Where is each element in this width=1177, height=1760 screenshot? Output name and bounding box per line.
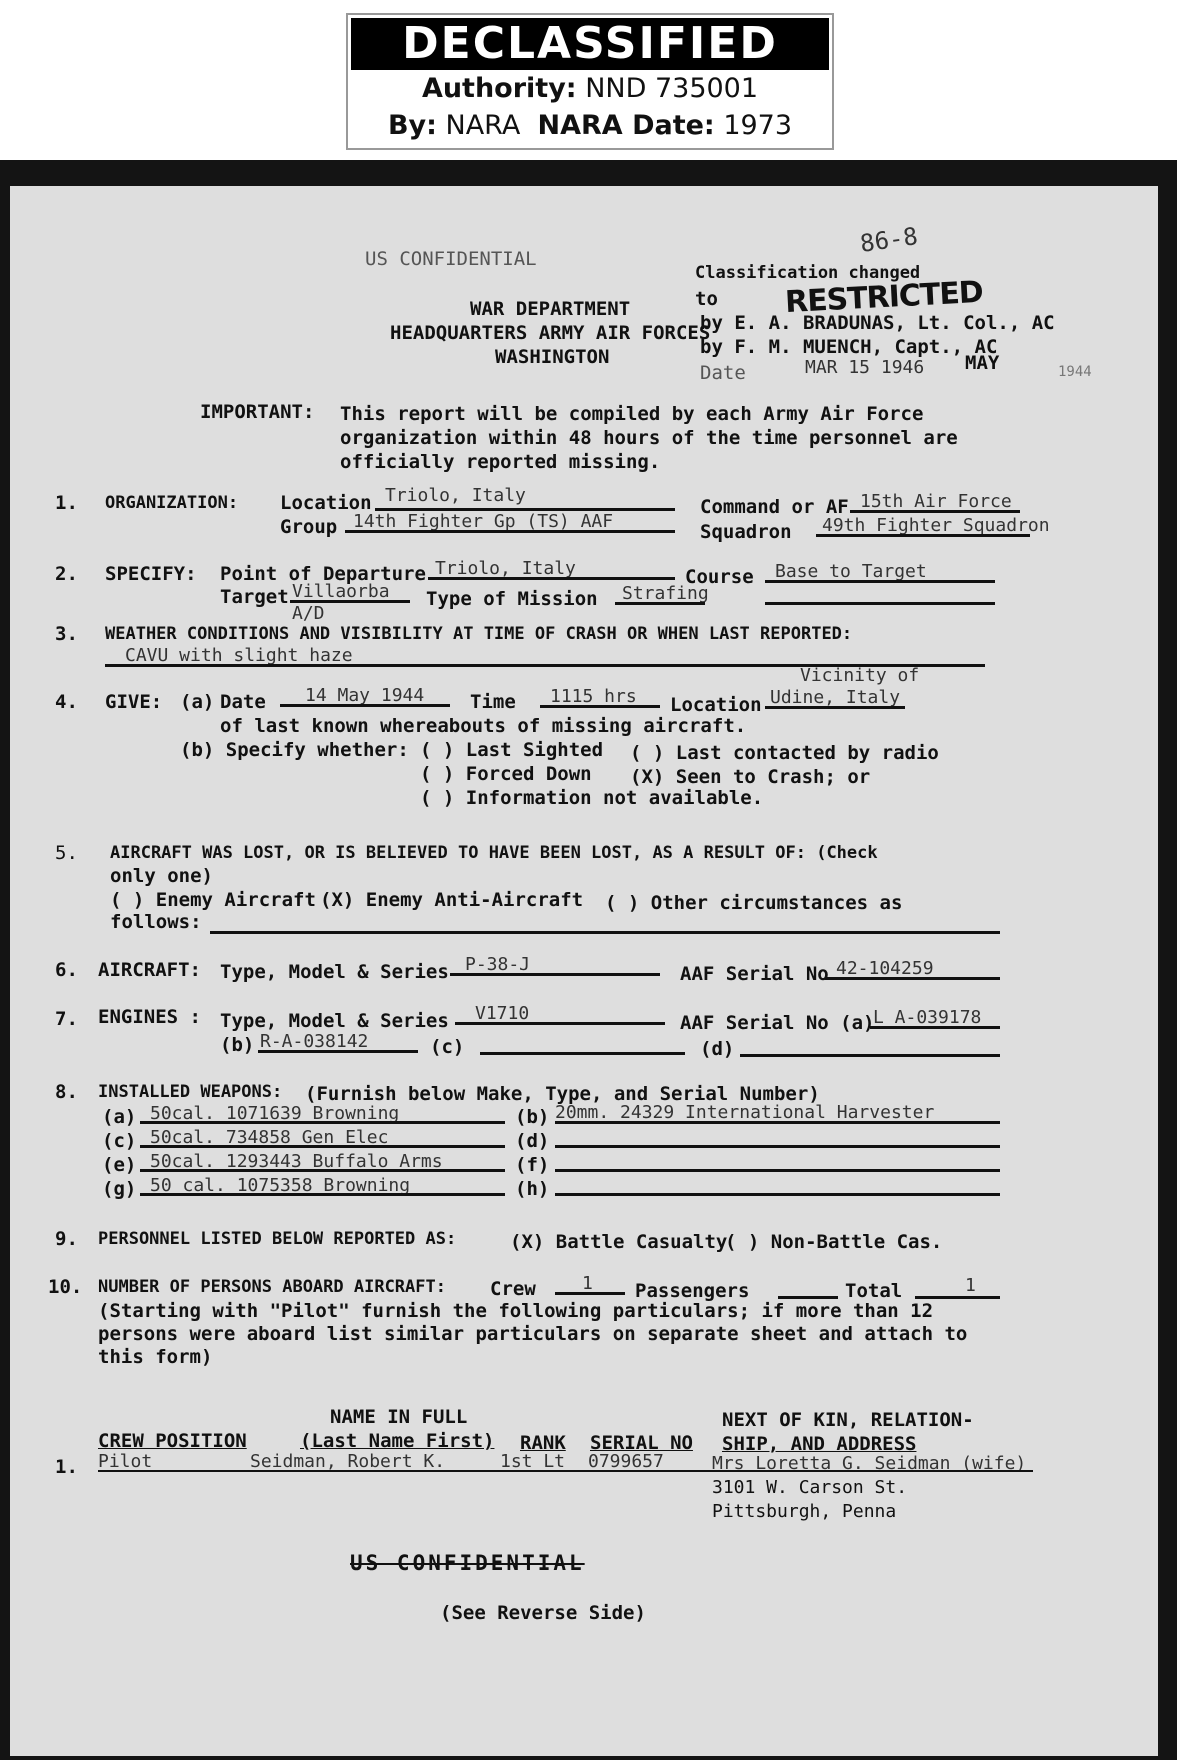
s8-f-label: (f)	[515, 1154, 550, 1176]
s8-h-label: (h)	[515, 1178, 550, 1200]
s2-course-line	[765, 580, 995, 583]
s2-label: SPECIFY:	[105, 563, 197, 585]
s8-h-line	[555, 1193, 1000, 1196]
s6-type-line	[450, 973, 660, 976]
important-line1: This report will be compiled by each Army Air Force	[340, 403, 924, 425]
us-confidential-top: US CONFIDENTIAL	[365, 248, 537, 270]
s1-command-label: Command or AF	[700, 496, 849, 518]
crew-h-serial: SERIAL NO	[590, 1432, 693, 1454]
s7-d-line	[740, 1054, 1000, 1057]
s2-target-2: A/D	[292, 603, 325, 624]
s4-location-line	[765, 706, 905, 709]
see-reverse-side: (See Reverse Side)	[440, 1602, 646, 1624]
important-line2: organization within 48 hours of the time personnel are	[340, 427, 958, 449]
hq-army-air-forces: HEADQUARTERS ARMY AIR FORCES	[390, 322, 711, 344]
crew-row-number: 1.	[55, 1456, 78, 1478]
s4-whereabouts: of last known whereabouts of missing aircraft.	[220, 715, 747, 737]
s10-crew-label: Crew	[490, 1278, 536, 1300]
s10-passengers-line	[778, 1296, 838, 1299]
s4-b: (b) Specify whether:	[180, 739, 409, 761]
crew-h-name-2: (Last Name First)	[300, 1430, 495, 1452]
s7-c-line	[480, 1052, 685, 1055]
s5-opt-anti-aircraft: (X) Enemy Anti-Aircraft	[320, 889, 584, 911]
s1-squadron: 49th Fighter Squadron	[822, 515, 1050, 536]
s1-group-label: Group	[280, 516, 338, 538]
to-label: to	[695, 288, 718, 310]
s1-group-line	[345, 530, 675, 533]
s8-g-label: (g)	[102, 1178, 137, 1200]
s8-b: 20mm. 24329 International Harvester	[555, 1102, 935, 1123]
restricted-stamp: RESTRICTED	[784, 274, 984, 321]
s4-opt-last-radio: ( ) Last contacted by radio	[630, 742, 939, 764]
s4-opt-info-na: ( ) Information not available.	[420, 787, 764, 809]
s3-weather: CAVU with slight haze	[125, 645, 353, 666]
crew-h-name-1: NAME IN FULL	[330, 1406, 468, 1428]
us-confidential-bottom: US CONFIDENTIAL	[350, 1551, 585, 1575]
s4-location-2: Udine, Italy	[770, 687, 901, 708]
s10-line2: (Starting with "Pilot" furnish the following particulars; if more than 12	[98, 1300, 934, 1322]
s2-mission-label: Type of Mission	[426, 588, 598, 610]
s2-mission-line	[615, 602, 705, 605]
s10-total-label: Total	[845, 1280, 903, 1302]
crew-h-kin-1: NEXT OF KIN, RELATION-	[722, 1409, 974, 1431]
s1-location: Triolo, Italy	[385, 485, 526, 506]
s6-serial: 42-104259	[836, 958, 934, 979]
may-stamp: MAY	[965, 352, 1000, 374]
changed-by-2: by F. M. MUENCH, Capt., AC	[700, 336, 998, 358]
s5-follows-line	[210, 931, 1000, 934]
s1-command: 15th Air Force	[860, 491, 1012, 512]
s2-course-line-2	[765, 602, 995, 605]
s1-command-line	[850, 510, 1020, 513]
crew-kin-3: Pittsburgh, Penna	[712, 1501, 897, 1522]
change-date-label: Date	[700, 362, 746, 384]
s10-total: 1	[965, 1275, 976, 1296]
s2-target-line	[290, 600, 410, 603]
crew-rank: 1st Lt	[500, 1451, 566, 1472]
s2-target: Villaorba	[292, 581, 390, 602]
s10-label: NUMBER OF PERSONS ABOARD AIRCRAFT:	[98, 1277, 446, 1297]
s4-date-line	[280, 704, 450, 707]
s7-b-label: (b)	[220, 1034, 255, 1056]
s1-squadron-label: Squadron	[700, 521, 792, 543]
s8-a-line	[140, 1121, 505, 1124]
s1-number: 1.	[55, 492, 78, 514]
s4-time: 1115 hrs	[550, 686, 637, 707]
s10-number: 10.	[48, 1276, 83, 1298]
s8-d-label: (d)	[515, 1130, 550, 1152]
s8-instruction: (Furnish below Make, Type, and Serial Number)	[305, 1083, 820, 1105]
s6-serial-label: AAF Serial No	[680, 963, 829, 985]
s5-number: 5.	[55, 842, 78, 864]
crew-name: Seidman, Robert K.	[250, 1451, 446, 1472]
s5-opt-enemy-aircraft: ( ) Enemy Aircraft	[110, 889, 316, 911]
s4-time-line	[540, 705, 660, 708]
crew-h-position: CREW POSITION	[98, 1430, 247, 1452]
s2-course: Base to Target	[775, 561, 927, 582]
by-line: By: NARA NARA Date: 1973	[387, 110, 793, 141]
scanned-page	[0, 160, 1177, 1760]
s4-label: GIVE:	[105, 691, 163, 713]
s8-b-label: (b)	[515, 1106, 550, 1128]
s7-type-line	[455, 1022, 665, 1025]
crew-position: Pilot	[98, 1451, 153, 1472]
s10-passengers-label: Passengers	[635, 1280, 750, 1302]
s8-c-label: (c)	[102, 1130, 137, 1152]
important-label: IMPORTANT:	[200, 401, 315, 423]
s8-a: 50cal. 1071639 Browning	[150, 1103, 400, 1124]
s10-line3: persons were aboard list similar particulars on separate sheet and attach to	[98, 1323, 968, 1345]
s4-opt-forced-down: ( ) Forced Down	[420, 763, 592, 785]
s10-total-line	[915, 1296, 1000, 1299]
s6-serial-line	[825, 977, 1000, 980]
s7-c-label: (c)	[430, 1036, 465, 1058]
s4-date-label: Date	[220, 691, 266, 713]
s2-departure-label: Point of Departure	[220, 563, 426, 585]
authority-line: Authority: NND 735001	[421, 73, 759, 104]
s4-date: 14 May 1944	[305, 685, 425, 706]
s2-course-label: Course	[685, 566, 754, 588]
s4-number: 4.	[55, 691, 78, 713]
s2-mission: Strafing	[622, 583, 709, 604]
s6-number: 6.	[55, 959, 78, 981]
s7-number: 7.	[55, 1008, 78, 1030]
s8-e-label: (e)	[102, 1154, 137, 1176]
s8-c: 50cal. 734858 Gen Elec	[150, 1127, 389, 1148]
s8-f-line	[555, 1169, 1000, 1172]
s7-type: V1710	[475, 1003, 530, 1024]
s2-departure-line	[428, 577, 675, 580]
year-stamp: 1944	[1058, 364, 1092, 380]
s6-type-label: Type, Model & Series	[220, 961, 449, 983]
file-number: 86-8	[858, 222, 920, 258]
crew-row-line	[98, 1470, 1033, 1472]
s4-opt-seen-crash: (X) Seen to Crash; or	[630, 766, 871, 788]
s8-b-line	[555, 1121, 1000, 1124]
s7-serial-b: R-A-038142	[260, 1031, 369, 1052]
declassified-heading: DECLASSIFIED	[351, 18, 829, 70]
s8-g: 50 cal. 1075358 Browning	[150, 1175, 411, 1196]
s1-location-label: Location	[280, 492, 372, 514]
s10-crew: 1	[582, 1273, 593, 1294]
changed-by-1: by E. A. BRADUNAS, Lt. Col., AC	[700, 312, 1055, 334]
s1-group: 14th Fighter Gp (TS) AAF	[353, 511, 614, 532]
important-line3: officially reported missing.	[340, 451, 661, 473]
s6-type: P-38-J	[465, 954, 531, 975]
s7-type-label: Type, Model & Series	[220, 1010, 449, 1032]
classification-changed: Classification changed	[695, 263, 921, 283]
s9-opt-non-battle: ( ) Non-Battle Cas.	[725, 1231, 943, 1253]
s5-line2: only one)	[110, 865, 213, 887]
s8-g-line	[140, 1193, 505, 1196]
s6-label: AIRCRAFT:	[98, 959, 201, 981]
s2-departure: Triolo, Italy	[435, 558, 576, 579]
s9-label: PERSONNEL LISTED BELOW REPORTED AS:	[98, 1229, 457, 1249]
s8-d-line	[555, 1145, 1000, 1148]
s8-e-line	[140, 1169, 505, 1172]
s9-number: 9.	[55, 1228, 78, 1250]
s8-c-line	[140, 1145, 505, 1148]
s10-crew-line	[555, 1292, 625, 1295]
s7-d-label: (d)	[700, 1038, 735, 1060]
declassified-stamp	[346, 13, 834, 150]
s1-squadron-line	[816, 534, 1030, 537]
s3-label: WEATHER CONDITIONS AND VISIBILITY AT TIME OF CRASH OR WHEN LAST REPORTED:	[105, 624, 853, 644]
s4-location-1: Vicinity of	[800, 665, 920, 686]
crew-h-kin-2: SHIP, AND ADDRESS	[722, 1433, 917, 1455]
s7-label: ENGINES :	[98, 1006, 201, 1028]
war-department: WAR DEPARTMENT	[470, 298, 631, 320]
s7-serial-label: AAF Serial No (a)	[680, 1012, 875, 1034]
s4-opt-last-sighted: ( ) Last Sighted	[420, 739, 604, 761]
washington: WASHINGTON	[495, 346, 610, 368]
crew-kin-1: Mrs Loretta G. Seidman (wife)	[712, 1453, 1027, 1474]
document-sheet	[10, 186, 1158, 1756]
crew-serial: 0799657	[588, 1451, 664, 1472]
s2-number: 2.	[55, 563, 78, 585]
crew-kin-2: 3101 W. Carson St.	[712, 1477, 908, 1498]
s8-e: 50cal. 1293443 Buffalo Arms	[150, 1151, 443, 1172]
s4-a: (a)	[180, 691, 215, 713]
s4-time-label: Time	[470, 691, 516, 713]
s10-line4: this form)	[98, 1346, 213, 1368]
s5-opt-other: ( ) Other circumstances as	[605, 892, 903, 914]
s8-label: INSTALLED WEAPONS:	[98, 1082, 283, 1102]
s7-serial-a-line	[870, 1026, 1000, 1029]
crew-h-rank: RANK	[520, 1432, 566, 1454]
s3-number: 3.	[55, 623, 78, 645]
s5-follows: follows:	[110, 911, 202, 933]
s8-a-label: (a)	[102, 1106, 137, 1128]
s7-serial-b-line	[258, 1050, 418, 1053]
change-date: MAR 15 1946	[805, 357, 925, 378]
s7-serial-a: L A-039178	[873, 1007, 982, 1028]
s2-target-label: Target	[220, 586, 289, 608]
s9-opt-battle: (X) Battle Casualty	[510, 1231, 728, 1253]
s1-label: ORGANIZATION:	[105, 493, 239, 513]
s8-number: 8.	[55, 1081, 78, 1103]
s5-line1: AIRCRAFT WAS LOST, OR IS BELIEVED TO HAVE BEEN LOST, AS A RESULT OF: (Check	[110, 843, 878, 863]
s4-location-label: Location	[670, 694, 762, 716]
